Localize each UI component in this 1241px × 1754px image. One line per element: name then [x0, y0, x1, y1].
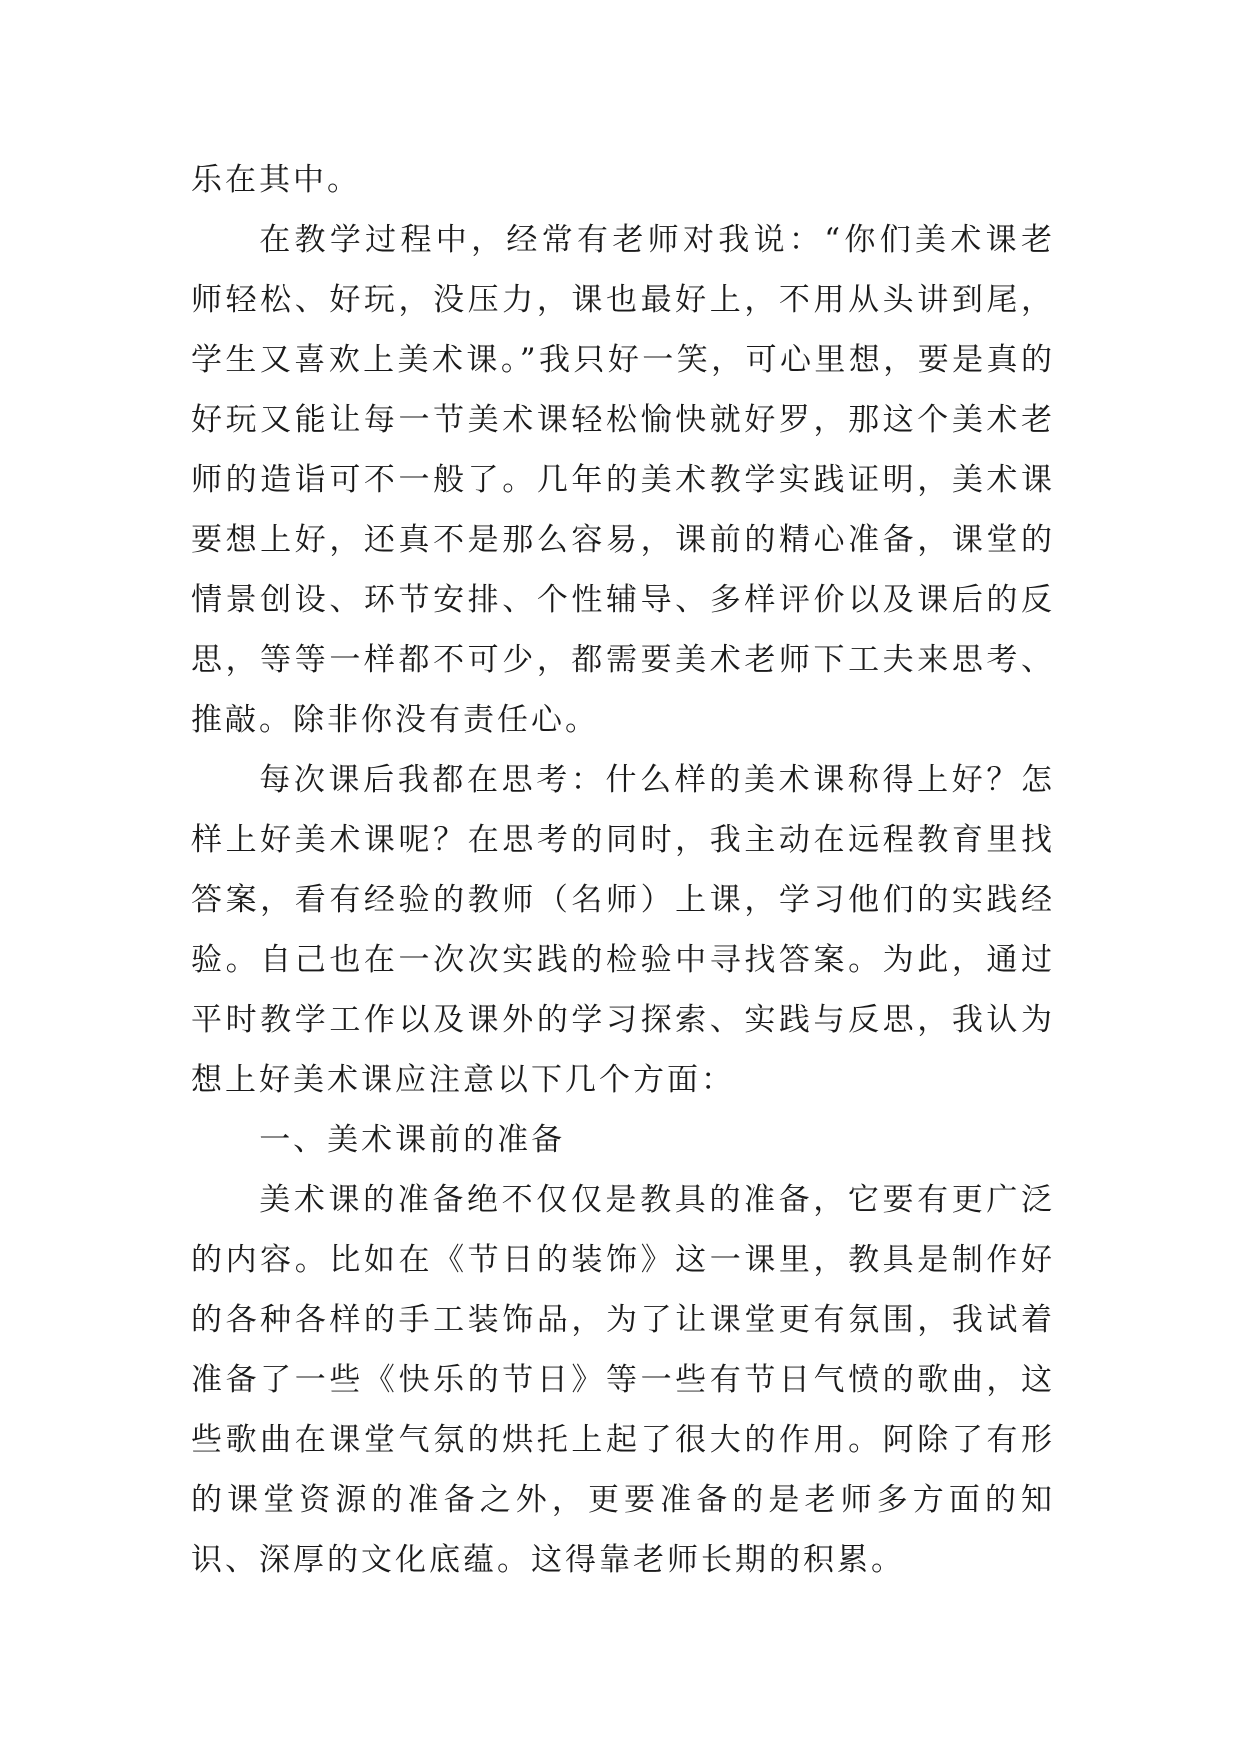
- section-heading-preparation: 一、美术课前的准备: [259, 1122, 566, 1158]
- paragraph-reflection: 每次课后我都在思考：什么样的美术课称得上好？怎样上好美术课呢？在思考的同时，我主动在远程教育里找答案，看有经验的教师（名师）上课，学习他们的实践经验。自己也在一次次实践的检验中寻找答案。为此，通过平时教学工作以及课外的学习探索、实践与反思，我认为想上好美术课应注意以下几个方面：: [191, 762, 1055, 1098]
- paragraph-preparation: 美术课的准备绝不仅仅是教具的准备，它要有更广泛的内容。比如在《节日的装饰》这一课里，教具是制作好的各种各样的手工装饰品，为了让课堂更有氛围，我试着准备了一些《快乐的节日》等一些有节日气愤的歌曲，这些歌曲在课堂气氛的烘托上起了很大的作用。阿除了有形的课堂资源的准备之外，更要准备的是老师多方面的知识、深厚的文化底蕴。这得靠老师长期的积累。: [191, 1182, 1055, 1578]
- body-text: [191, 150, 1055, 1590]
- paragraph-teacher-comments: 在教学过程中，经常有老师对我说：“你们美术课老师轻松、好玩，没压力，课也最好上，不用从头讲到尾，学生又喜欢上美术课。”我只好一笑，可心里想，要是真的好玩又能让每一节美术课轻松愉快就好罗，那这个美术老师的造诣可不一般了。几年的美术教学实践证明，美术课要想上好，还真不是那么容易，课前的精心准备，课堂的情景创设、环节安排、个性辅导、多样评价以及课后的反思，等等一样都不可少，都需要美术老师下工夫来思考、推敲。除非你没有责任心。: [191, 222, 1055, 738]
- paragraph-continuation: 乐在其中。: [191, 162, 361, 198]
